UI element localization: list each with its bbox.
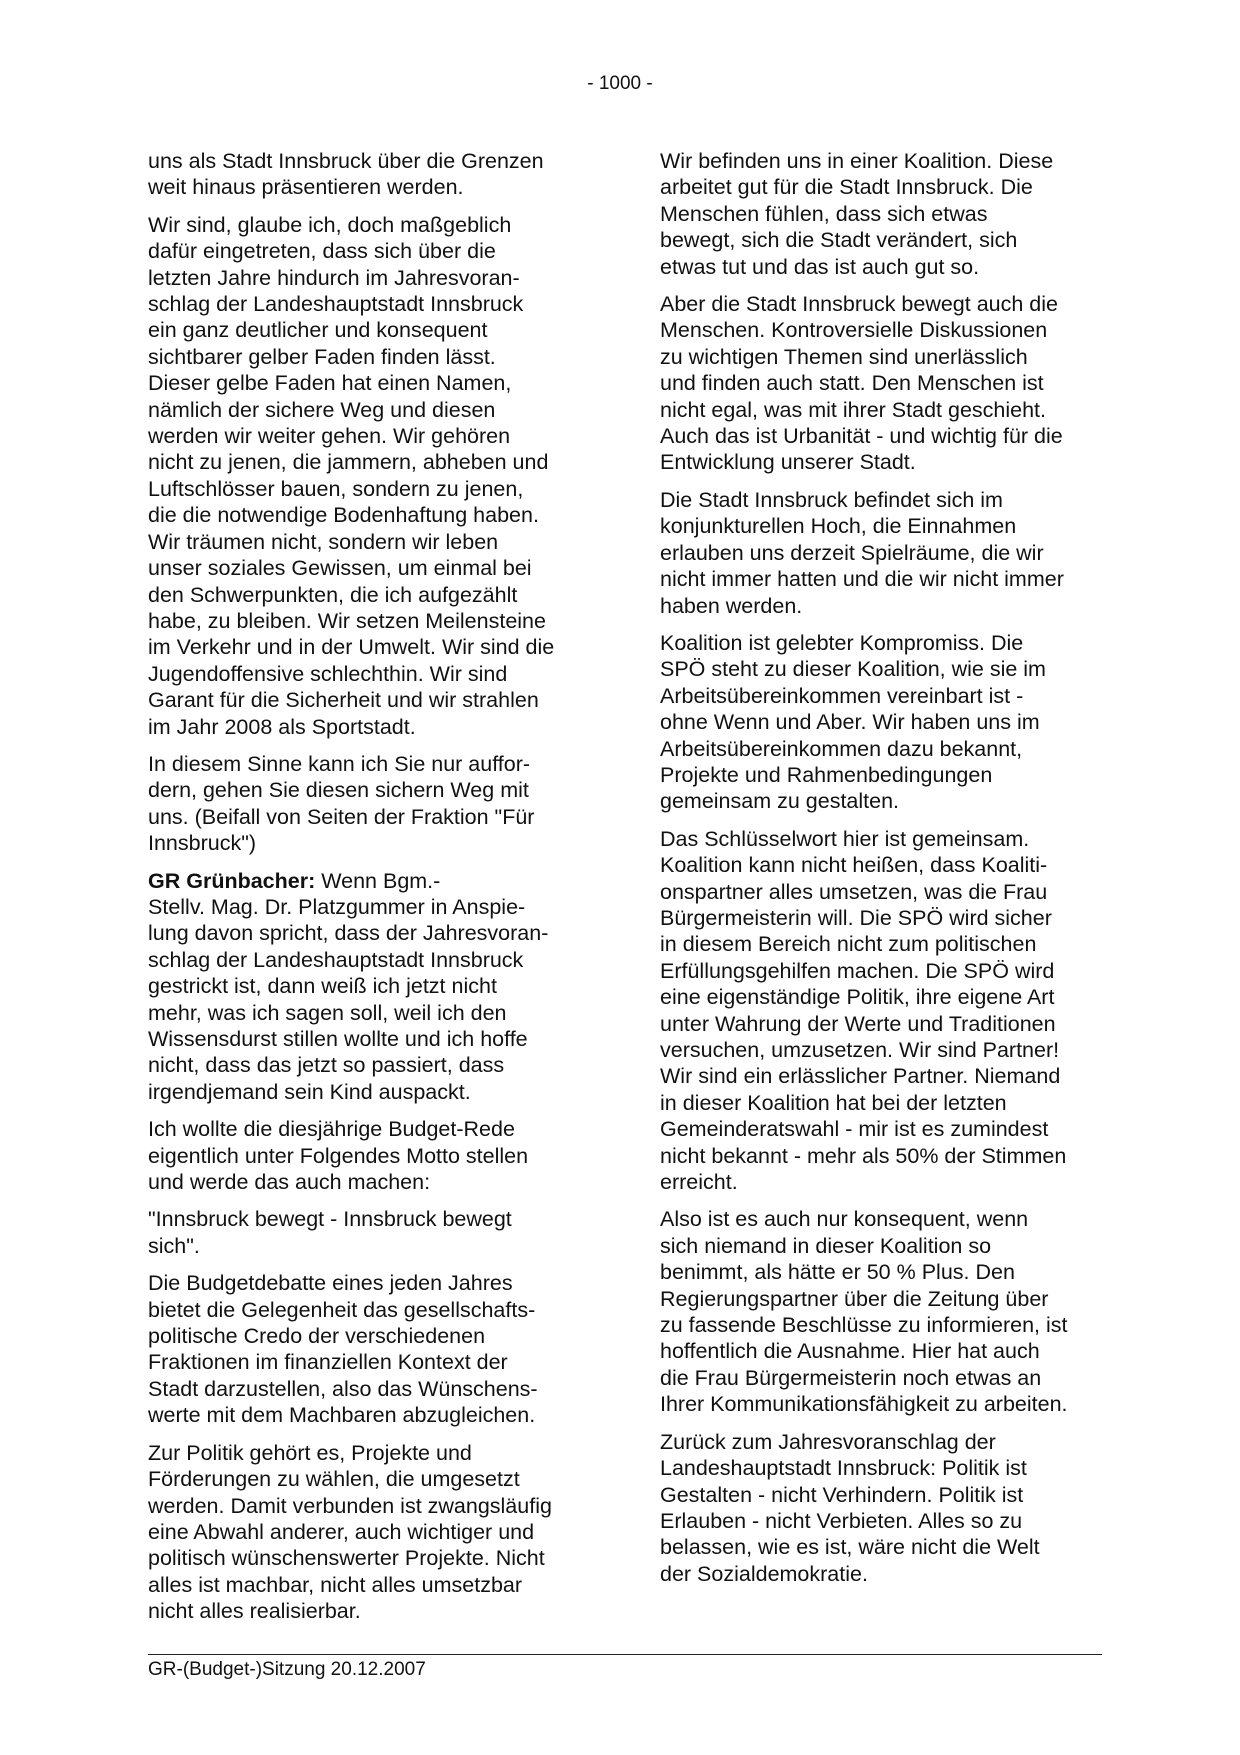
paragraph: Das Schlüsselwort hier ist gemeinsam. Koalition kann nicht heißen, dass Koaliti- onspartner alles umsetzen, was die Frau Bürgermeisterin will. Die SPÖ wird sicher in diesem Bereich nicht zum politischen Erfüllungsgehilfen machen. Die SPÖ wird eine eigenständige Politik, ihre eigene Art unter Wahrung der Werte und Traditionen versuchen, umzusetzen. Wir sind Partner! Wir sind ein erlässlicher Partner. Niemand in dieser Koalition hat bei der letzten Gemeinderatswahl - mir ist es zumindest nicht bekannt - mehr als 50% der Stimmen erreicht. <box>660 826 1067 1195</box>
paragraph: Ich wollte die diesjährige Budget-Rede eigentlich unter Folgendes Motto stellen und werde das auch machen: <box>148 1117 529 1195</box>
paragraph: Also ist es auch nur konsequent, wenn sich niemand in dieser Koalition so benimmt, als hätte er 50 % Plus. Den Regierungspartner über die Zeitung über zu fassende Beschlüsse zu informieren, ist hoffentlich die Ausnahme. Hier hat auch die Frau Bürgermeisterin noch etwas an Ihrer Kommunikationsfähigkeit zu arbeiten. <box>660 1207 1068 1417</box>
left-column <box>148 148 596 1636</box>
footer-divider <box>148 1654 1102 1655</box>
paragraph: Zurück zum Jahresvoranschlag der Landeshauptstadt Innsbruck: Politik ist Gestalten - nicht Verhindern. Politik ist Erlauben - nicht Verbieten. Alles so zu belassen, wie es ist, wäre nicht die Welt der Sozialdemokratie. <box>660 1429 1040 1586</box>
page-number: - 1000 - <box>587 73 653 94</box>
footer-session-label: GR-(Budget-)Sitzung 20.12.2007 <box>148 1659 426 1680</box>
paragraph: In diesem Sinne kann ich Sie nur auffor- dern, gehen Sie diesen sichern Weg mit uns. (Beifall von Seiten der Fraktion "Für Innsbruck") <box>148 751 535 856</box>
paragraph: Koalition ist gelebter Kompromiss. Die SPÖ steht zu dieser Koalition, wie sie im Arbeitsübereinkommen vereinbart ist - ohne Wenn und Aber. Wir haben uns im Arbeitsübereinkommen dazu bekannt, Projekte und Rahmenbedingungen gemeinsam zu gestalten. <box>660 630 1046 814</box>
speaker-name: GR Grünbacher: <box>148 868 316 893</box>
right-column <box>660 148 1108 1598</box>
paragraph: Zur Politik gehört es, Projekte und Förderungen zu wählen, die umgesetzt werden. Damit verbunden ist zwangsläufig eine Abwahl anderer, auch wichtiger und politisch wünschenswerter Projekte. Nicht alles ist machbar, nicht alles umsetzbar nicht alles realisierbar. <box>148 1440 552 1624</box>
paragraph: Aber die Stadt Innsbruck bewegt auch die Menschen. Kontroversielle Diskussionen zu wichtigen Themen sind unerlässlich und finden auch statt. Den Menschen ist nicht egal, was mit ihrer Stadt geschieht. Auch das ist Urbanität - und wichtig für die Entwicklung unserer Stadt. <box>660 292 1063 475</box>
paragraph: Die Budgetdebatte eines jeden Jahres bietet die Gelegenheit das gesellschafts- politische Credo der verschiedenen Fraktionen im finanziellen Kontext der Stadt darzustellen, also das Wünschens- werte mit dem Machbaren abzugleichen. <box>148 1271 538 1428</box>
paragraph: uns als Stadt Innsbruck über die Grenzen weit hinaus präsentieren werden. <box>148 149 544 200</box>
paragraph: "Innsbruck bewegt - Innsbruck bewegt sich". <box>148 1207 512 1258</box>
speaker-paragraph <box>148 868 596 1106</box>
speaker-text: Wenn Bgm.- Stellv. Mag. Dr. Platzgummer in Anspie- lung davon spricht, dass der Jahresvoran- schlag der Landeshauptstadt Innsbruck gestrickt ist, dann weiß ich jetzt nicht mehr, was ich sagen soll, weil ich den Wissensdurst stillen wollte und ich hoffe nicht, dass das jetzt so passiert, dass irgendjemand sein Kind auspackt. <box>148 868 549 1104</box>
paragraph: Wir sind, glaube ich, doch maßgeblich dafür eingetreten, dass sich über die letzten Jahre hindurch im Jahresvoran- schlag der Landeshauptstadt Innsbruck ein ganz deutlicher und konsequent sichtbarer gelber Faden finden lässt. Dieser gelbe Faden hat einen Namen, nämlich der sichere Weg und diesen werden wir weiter gehen. Wir gehören nicht zu jenen, die jammern, abheben und Luftschlösser bauen, sondern zu jenen, die die notwendige Bodenhaftung haben. Wir träumen nicht, sondern wir leben unser soziales Gewissen, um einmal bei den Schwerpunkten, die ich aufgezählt habe, zu bleiben. Wir setzen Meilensteine im Verkehr und in der Umwelt. Wir sind die Jugendoffensive schlechthin. Wir sind Garant für die Sicherheit und wir strahlen im Jahr 2008 als Sportstadt. <box>148 212 555 739</box>
paragraph: Die Stadt Innsbruck befindet sich im konjunkturellen Hoch, die Einnahmen erlauben uns derzeit Spielräume, die wir nicht immer hatten und die wir nicht immer haben werden. <box>660 487 1064 618</box>
paragraph: Wir befinden uns in einer Koalition. Diese arbeitet gut für die Stadt Innsbruck. Die Menschen fühlen, dass sich etwas bewegt, sich die Stadt verändert, sich etwas tut und das ist auch gut so. <box>660 149 1054 279</box>
